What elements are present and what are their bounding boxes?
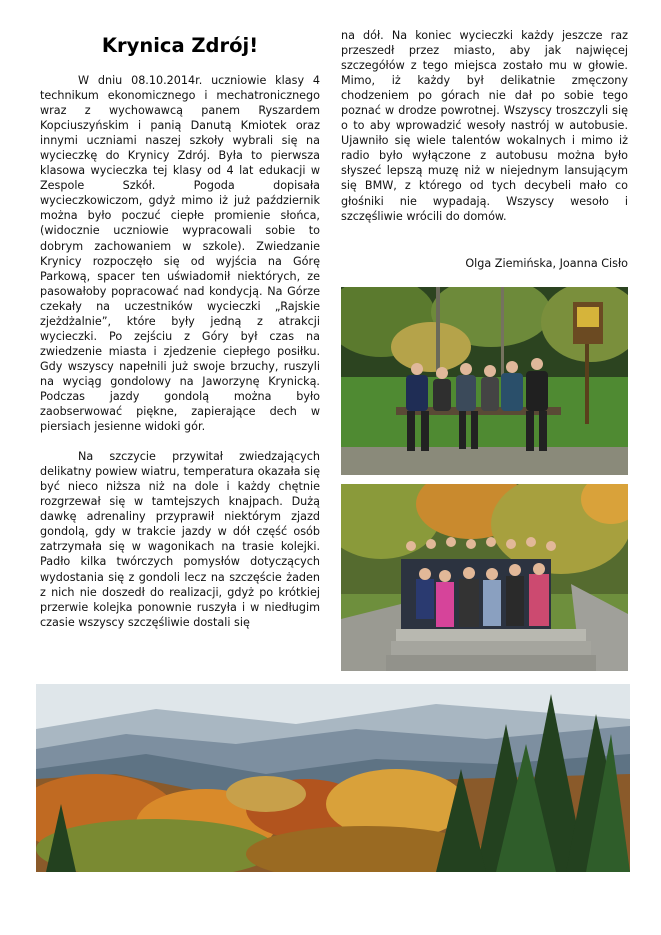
article-title: Krynica Zdrój!: [101, 34, 259, 57]
paragraph-1: W dniu 08.10.2014r. uczniowie klasy 4 technikum ekonomicznego i mechatronicznego wraz z wychowawcą panem Ryszardem Kopciuszyńskim i panią Danutą Kmiotek oraz innymi uczniami naszej szkoły wybrali się na wycieczkę do Krynicy Zdrój. Była to pierwsza klasowa wycieczka tej klasy od 4 lat edukacji w Zespole Szkół. Pogoda dopisała wycieczkowiczom, gdyż mimo iż już październik można było poczuć ciepłe promienie słońca, (widocznie uczniowie wypracowali sobie to dobrym zachowaniem w szkole). Zwiedzanie Krynicy rozpoczęło się od wyjścia na Górę Parkową, spacer ten uświadomił niektórych, ze pasowałoby popracować nad kondycją. Na Górze czekały na uczestników wycieczki „Rajskie zjeżdżalnie”, które były jedną z atrakcji wycieczki. Po zejściu z Góry był czas na zwiedzenie miasta i zjedzenie ciepłego posiłku. Gdy wszyscy napełnili już swoje brzuchy, ruszyli na wyciąg gondolowy na Jaworzynę Krynicką. Podczas jazdy gondolą można było zaobserwować piękne, zapierające dech w piersiach jesienne widoki gór.: [40, 74, 320, 434]
right-column: [341, 28, 628, 224]
photo-students-on-bench: [341, 287, 628, 475]
photo-group-on-stairs: [341, 484, 628, 671]
photo-autumn-mountains: [36, 684, 630, 872]
left-column: [40, 73, 320, 630]
article-author: Olga Ziemińska, Joanna Cisło: [465, 257, 628, 270]
paragraph-2: Na szczycie przywitał zwiedzających delikatny powiew wiatru, temperatura okazała się być nieco niższa niż na dole i każdy chętnie rozgrzewał się w tamtejszych knajpach. Dużą dawkę adrenaliny przyprawił niektórym zjazd gondolą, gdy w trakcie jazdy w dół część osób zatrzymała się w wagonikach na trasie kolejki. Padło kilka twórczych pomysłów dotyczących wydostania się z gondoli lecz na szczęście żaden z nich nie doszedł do realizacji, gdyż po krótkiej przerwie kolejka ponownie ruszyła i w niedługim czasie wszyscy szczęśliwie dostali się: [40, 450, 320, 629]
paragraph-3: na dół. Na koniec wycieczki każdy jeszcze raz przeszedł przez miasto, aby jak najwięcej szczegółów z tego miejsca zostało mu w głowie. Mimo, iż każdy był delikatnie zmęczony chodzeniem po górach nie dał po sobie tego poznać w drodze powrotnej. Wszyscy troszczyli się o to aby wprowadzić wesoły nastrój w autobusie. Ujawniło się wiele talentów wokalnych i mimo iż radio było wyłączone z autobusu można było słyszeć lepszą muzę niż w niejednym lansującym się BMW, z którego od tych decybeli mało co głośniki nie wypadają. Wszyscy wesoło i szczęśliwie wrócili do domów.: [341, 29, 628, 223]
